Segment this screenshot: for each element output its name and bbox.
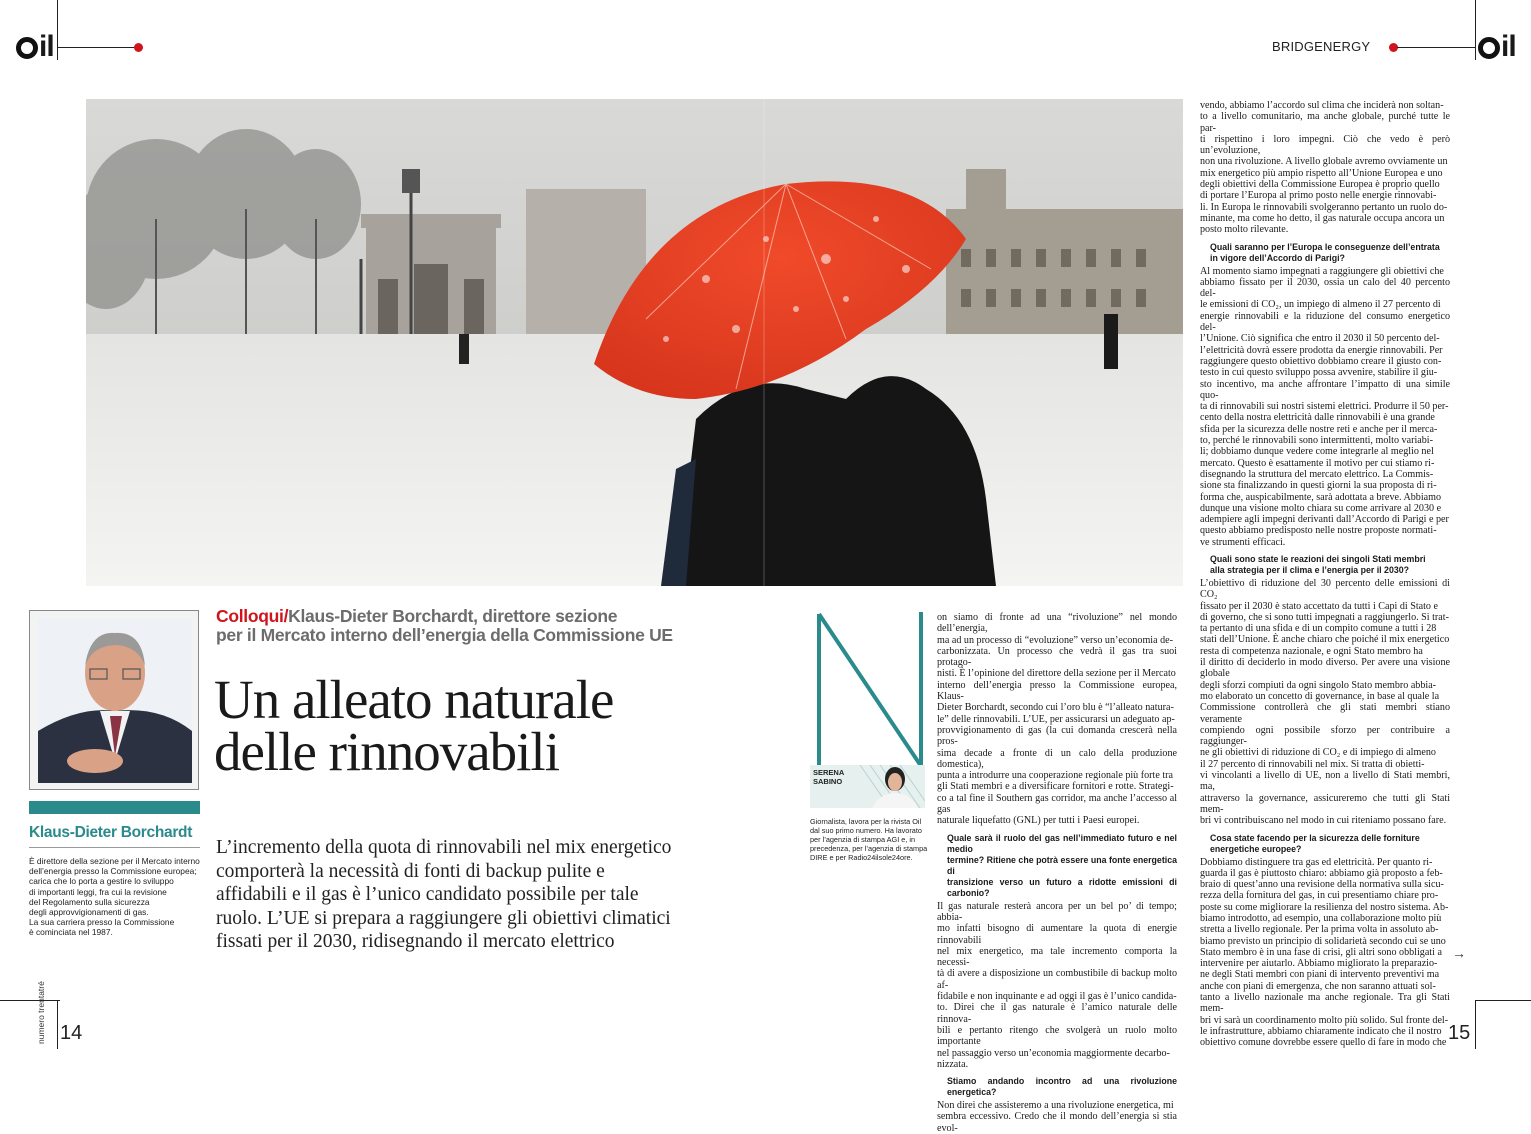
- text-line: li. In Europa le rinnovabili svolgeranno pertanto un ruolo do-: [1200, 201, 1448, 213]
- text-line: sto incentivo, ma anche affrontare l’impatto di una simile quo-: [1200, 378, 1450, 401]
- profile-name: Klaus-Dieter Borchardt: [29, 824, 193, 841]
- text-line: sfida per la sicurezza delle nostre reti e anche per il merca-: [1200, 423, 1438, 435]
- text-line: co a tal fine il Southern gas corridor, ma anche l’accesso al gas: [937, 792, 1177, 816]
- headline: [214, 669, 614, 782]
- portrait-klaus-dieter-borchardt: [29, 610, 199, 790]
- text-line: guarda il gas è piuttosto chiaro: abbiamo già proposto a feb-: [1200, 867, 1443, 879]
- text-line: biamo previsto un principio di solidarietà secondo cui se uno: [1200, 935, 1446, 947]
- text-line: vendo, abbiamo l’accordo sul clima che inciderà non soltan-: [1200, 100, 1444, 111]
- bio-line: La sua carriera presso la Commissione: [29, 917, 175, 928]
- profile-accent-bar: [29, 801, 200, 814]
- text-line: tà di avere a disposizione un combustibile di backup molto af-: [937, 968, 1177, 991]
- paragraph: [937, 612, 1177, 827]
- author-bio-line: precedenza, per l’agenzia di stampa: [810, 844, 928, 853]
- standfirst-line: fissati per il 2030, ridisegnando il mercato elettrico: [216, 931, 615, 952]
- bio-line: carica che lo porta a gestire lo sviluppo: [29, 876, 174, 887]
- text-line: on siamo di fronte ad una “rivoluzione” nel mondo dell’energia,: [937, 612, 1177, 635]
- paragraph: [937, 1100, 1177, 1134]
- text-line: degli obiettivi della Commissione Europea è proprio quello: [1200, 179, 1440, 191]
- text-line: Non direi che assisteremo a una rivoluzione energetica, mi: [937, 1100, 1174, 1112]
- article-column-2: [1200, 100, 1450, 1049]
- text-line: Quali sono state le reazioni dei singoli Stati membri: [1210, 553, 1426, 564]
- headline-line2: delle rinnovabili: [214, 721, 559, 782]
- text-line: li; dobbiamo dunque vedere come integrarle al meglio nel: [1200, 446, 1434, 458]
- author-bio-line: Giornalista, lavora per la rivista Oil: [810, 817, 922, 826]
- text-line: bri vi sarà un coordinamento molto più solido. Sul fronte del-: [1200, 1014, 1449, 1026]
- author-bio-line: dal suo primo numero. Ha lavorato: [810, 826, 922, 835]
- page-number-left: 14: [60, 1022, 83, 1044]
- text-line: Quali saranno per l’Europa le conseguenze dell’entrata: [1210, 241, 1440, 252]
- text-line: l’Unione. Ciò significa che entro il 2030 il 50 percento del-: [1200, 333, 1440, 345]
- text-line: sione sta finalizzando in questi giorni la sua proposta di ri-: [1200, 480, 1437, 492]
- text-line: energetiche europee?: [1210, 843, 1302, 854]
- text-line: bri vi contribuiscano nel modo in cui riteniamo possano fare.: [1200, 815, 1447, 827]
- text-line: vi vincolanti a livello di UE, non a livello di Stati membri, ma,: [1200, 770, 1450, 793]
- text-line: poste su come migliorare la resilienza del nostro sistema. Ab-: [1200, 901, 1449, 913]
- crop-mark: [57, 1000, 58, 1049]
- text-line: ne gli obiettivi di riduzione di CO₂ e di impiego di almeno: [1200, 747, 1436, 759]
- text-line: ma ad un processo di “evoluzione” verso un’economia de-: [937, 634, 1173, 646]
- text-line: braio di quest’anno una revisione della normativa sulla sicu-: [1200, 879, 1444, 891]
- issue-label: numero trentatré: [36, 981, 46, 1044]
- text-line: Dobbiamo distinguere tra gas ed elettricità. Per quanto ri-: [1200, 856, 1433, 868]
- text-line: abbiamo fissato per il 2030, ossia un calo del 40 percento del-: [1200, 276, 1450, 300]
- standfirst: [216, 836, 671, 954]
- crop-mark: [1475, 1000, 1531, 1001]
- text-line: Dieter Borchardt, secondo cui l’oro blu è “l’alleato natura-: [937, 702, 1174, 714]
- text-line: le emissioni di CO₂, un impiego di almeno il 27 percento di: [1200, 299, 1441, 311]
- text-line: intervenire per aiutarlo. Abbiamo migliorato la preparazio-: [1200, 958, 1438, 970]
- dropcap: [815, 610, 925, 770]
- author-name-line1: SERENA: [813, 768, 845, 777]
- text-line: naturale liquefatto (GNL) per tutti i Paesi europei.: [937, 815, 1140, 827]
- text-line: Commissione controllerà che gli stati membri stiano veramente: [1200, 702, 1450, 725]
- text-line: Quale sarà il ruolo del gas nell’immediato futuro e nel medio: [947, 832, 1177, 854]
- standfirst-line: comporterà la necessità di fonti di backup pulite e: [216, 860, 605, 882]
- text-line: non una rivoluzione. A livello globale avremo ovviamente un: [1200, 156, 1448, 168]
- text-line: Il gas naturale resterà ancora per un bel po’ di tempo; abbia-: [937, 900, 1177, 923]
- text-line: le” delle rinnovabili. L’UE, per assicurarsi un adeguato ap-: [937, 713, 1175, 725]
- text-line: bili e pertanto ritengo che svolgerà un ruolo molto importante: [937, 1024, 1177, 1048]
- standfirst-line: ruolo. L’UE si prepara a raggiungere gli obiettivi climatici: [216, 907, 671, 929]
- text-line: dunque una visione molto chiara su come arrivare al 2030 e: [1200, 502, 1442, 514]
- header-rule-right: [1397, 47, 1475, 48]
- kicker-line2: per il Mercato interno dell’energia della Commissione UE: [216, 625, 673, 645]
- text-line: gli Stati membri e a diversificare fornitori e rotte. Strategi-: [937, 781, 1174, 793]
- text-line: Al momento siamo impegnati a raggiungere gli obiettivi che: [1200, 265, 1444, 277]
- accent-dot: [134, 43, 143, 52]
- continue-arrow-icon: →: [1452, 945, 1466, 961]
- interview-question: [1210, 242, 1450, 264]
- text-line: alla strategia per il clima e l’energia per il 2030?: [1210, 564, 1410, 575]
- text-line: stati dell’Unione. È anche chiaro che poiché il mix energetico: [1200, 634, 1450, 646]
- interview-question: [947, 1076, 1177, 1098]
- text-line: provvigionamento di gas (la cui domanda crescerà nella pros-: [937, 724, 1177, 748]
- text-line: le infrastrutture, abbiamo chiaramente indicato che il nostro: [1200, 1025, 1442, 1037]
- text-line: nel passaggio verso un’economia maggiormente decarbo-: [937, 1047, 1170, 1059]
- author-bio: [810, 817, 930, 862]
- text-line: nizzata.: [937, 1058, 969, 1070]
- oil-logo-right: il: [1478, 32, 1516, 62]
- kicker-line1: Klaus-Dieter Borchardt, direttore sezione: [288, 606, 618, 626]
- text-line: punta a introdurre una cooperazione regionale più forte tra: [937, 770, 1173, 782]
- text-line: minante, ma come ho detto, il gas naturale occupa ancora un: [1200, 212, 1445, 224]
- text-line: anche con piani di emergenza, che non saranno attuati sol-: [1200, 980, 1436, 992]
- author-bio-line: per l’agenzia di stampa AGI e, in: [810, 835, 916, 844]
- crop-mark: [1475, 1000, 1476, 1049]
- profile-divider: [29, 847, 200, 848]
- text-line: questo abbiamo predisposto nelle nostre proposte normati-: [1200, 525, 1437, 537]
- text-line: obiettivo comune dovrebbe essere quello di fare in modo che: [1200, 1037, 1447, 1049]
- text-line: biamo introdotto, ad esempio, una collaborazione molto più: [1200, 913, 1442, 924]
- article-column-1: [937, 612, 1177, 1134]
- bio-line: dell’energia presso la Commissione europea;: [29, 866, 197, 877]
- text-line: ta di rinnovabili sui nostri sistemi elettrici. Produrre il 50 per-: [1200, 401, 1449, 413]
- text-line: disegnando la struttura del mercato elettrico. La Commis-: [1200, 468, 1434, 480]
- author-name: [813, 769, 844, 786]
- paragraph: [1200, 578, 1450, 827]
- crop-mark: [1475, 0, 1476, 60]
- text-line: mo infatti bisogno di aumentare la quota di energie rinnovabili: [937, 923, 1177, 946]
- author-name-line2: SABINO: [813, 776, 843, 786]
- page-number-right: 15: [1448, 1022, 1471, 1044]
- text-line: compiendo ogni possibile sforzo per contribuire a raggiunger-: [1200, 724, 1450, 748]
- paragraph: [1200, 100, 1450, 236]
- text-line: cento della nostra elettricità dalle rinnovabili è una grande: [1200, 412, 1435, 424]
- text-line: posto molto rilevante.: [1200, 224, 1289, 236]
- bio-line: è cominciata nel 1987.: [29, 927, 113, 938]
- text-line: Stiamo andando incontro ad una rivoluzione energetica?: [947, 1076, 1177, 1098]
- interview-question: [947, 833, 1177, 899]
- kicker: [216, 607, 673, 645]
- crop-mark: [0, 1000, 60, 1001]
- text-line: resta di competenza nazionale, e ogni Stato membro ha: [1200, 645, 1423, 657]
- text-line: energie rinnovabili e la riduzione del consumo energetico del-: [1200, 310, 1450, 334]
- text-line: attraverso la governance, assicureremo che tutti gli Stati mem-: [1200, 792, 1450, 815]
- text-line: to. Direi che il gas naturale è l’amico naturale delle rinnova-: [937, 1002, 1177, 1025]
- text-line: sembra eccessivo. Credo che il mondo dell’energia si stia evol-: [937, 1111, 1177, 1134]
- text-line: ta pertanto di una sfida e di un compito comune a tutti i 28: [1200, 623, 1437, 635]
- crop-mark: [57, 0, 58, 60]
- text-line: di portare l’Europa al primo posto nelle energie rinnovabi-: [1200, 190, 1437, 202]
- text-line: di governo, che si sono tutti impegnati a raggiungerlo. Si trat-: [1200, 611, 1449, 623]
- headline-line1: Un alleato naturale: [214, 669, 614, 730]
- oil-logo-left: il: [16, 32, 54, 62]
- bio-line: È direttore della sezione per il Mercato interno: [29, 856, 200, 866]
- text-line: to, perché le rinnovabili sono intermittenti, molto variabi-: [1200, 435, 1433, 447]
- paragraph: [1200, 266, 1450, 548]
- text-line: mo elaborato un concetto di governance, in base al quale la: [1200, 690, 1440, 702]
- text-line: termine? Ritiene che potrà essere una fonte energetica di: [947, 854, 1177, 876]
- text-line: nel mix energetico, ma tale incremento comporta la necessi-: [937, 945, 1177, 969]
- bio-line: del Regolamento sulla sicurezza: [29, 896, 150, 907]
- text-line: tanto a livello nazionale ma anche regionale. Tra gli Stati mem-: [1200, 992, 1450, 1015]
- text-line: forma che, auspicabilmente, sarà adottata a breve. Abbiamo: [1200, 491, 1442, 503]
- text-line: nisti. È l’opinione del direttore della sezione per il Mercato: [937, 668, 1176, 680]
- text-line: ve strumenti efficaci.: [1200, 536, 1286, 548]
- text-line: stretta a livello regionale. Per la prima volta in assoluto ab-: [1200, 924, 1439, 936]
- paragraph: [937, 901, 1177, 1070]
- text-line: adempiere agli impegni derivanti dall’Accordo di Parigi e per: [1200, 514, 1449, 526]
- text-line: mercato. Questo è esattamente il motivo per cui stiamo ri-: [1200, 457, 1435, 469]
- text-line: to a livello comunitario, ma anche globale, purché tutte le par-: [1200, 111, 1450, 134]
- text-line: ne degli Stati membri con piani di intervento preventivi ma: [1200, 969, 1440, 981]
- standfirst-line: affidabili e il gas è l’unico candidato possibile per tale: [216, 884, 639, 905]
- section-label: BRIDGENERGY: [1272, 39, 1371, 54]
- interview-question: [1210, 833, 1450, 855]
- standfirst-line: L’incremento della quota di rinnovabili nel mix energetico: [216, 837, 672, 858]
- text-line: testo in cui questo sviluppo possa avvenire, stabilire il giu-: [1200, 367, 1438, 379]
- text-line: transizione verso un futuro a ridotte emissioni di carbonio?: [947, 876, 1177, 898]
- bio-line: di importanti leggi, fra cui la revisione: [29, 886, 167, 897]
- text-line: ti rispettino i loro impegni. Ciò che vedo è però un’evoluzione,: [1200, 133, 1450, 157]
- text-line: in vigore dell’Accordo di Parigi?: [1210, 252, 1345, 263]
- text-line: L’obiettivo di riduzione del 30 percento delle emissioni di CO₂: [1200, 577, 1450, 601]
- text-line: raggiungere questo obiettivo dobbiamo creare il giusto con-: [1200, 355, 1442, 367]
- text-line: fidabile e non inquinante e ad oggi il gas è l’unico candida-: [937, 991, 1177, 1003]
- text-line: mix energetico più ampio rispetto all’Unione Europea e uno: [1200, 167, 1443, 179]
- text-line: sima decade a fronte di un calo della produzione domestica),: [937, 747, 1177, 770]
- kicker-prefix: Colloqui/: [216, 606, 289, 626]
- author-bio-line: DIRE e per Radio24ilsole24ore.: [810, 853, 913, 862]
- paragraph: [1200, 857, 1450, 1049]
- author-photo-serena-sabino: [810, 765, 925, 808]
- text-line: Cosa state facendo per la sicurezza delle forniture: [1210, 832, 1420, 843]
- text-line: l’elettricità dovrà essere prodotta da energie rinnovabili. Per: [1200, 344, 1443, 356]
- text-line: rezza della fornitura del gas, in cui presentiamo chiare pro-: [1200, 890, 1439, 902]
- bio-line: degli approvvigionamenti di gas.: [29, 907, 149, 918]
- text-line: interno dell’energia presso la Commissione europea, Klaus-: [937, 679, 1177, 703]
- text-line: fissato per il 2030 è stato accettato da tutti i Capi di Stato e: [1200, 600, 1438, 612]
- profile-bio: [29, 856, 204, 938]
- text-line: il diritto di deciderlo in modo diverso. Per avere una visione globale: [1200, 657, 1450, 680]
- text-line: degli sforzi compiuti da ogni singolo Stato membro abbia-: [1200, 679, 1437, 691]
- hero-photo-snowy-paris-umbrella: [86, 99, 1183, 586]
- header-rule-left: [58, 47, 136, 48]
- text-line: Stato membro è in una fase di crisi, gli altri sono obbligati a: [1200, 946, 1442, 958]
- text-line: il 27 percento di rinnovabili nel mix. Si tratta di obietti-: [1200, 758, 1425, 770]
- interview-question: [1210, 554, 1450, 576]
- text-line: carbonizzata. Un processo che vedrà il gas tra suoi protago-: [937, 645, 1177, 669]
